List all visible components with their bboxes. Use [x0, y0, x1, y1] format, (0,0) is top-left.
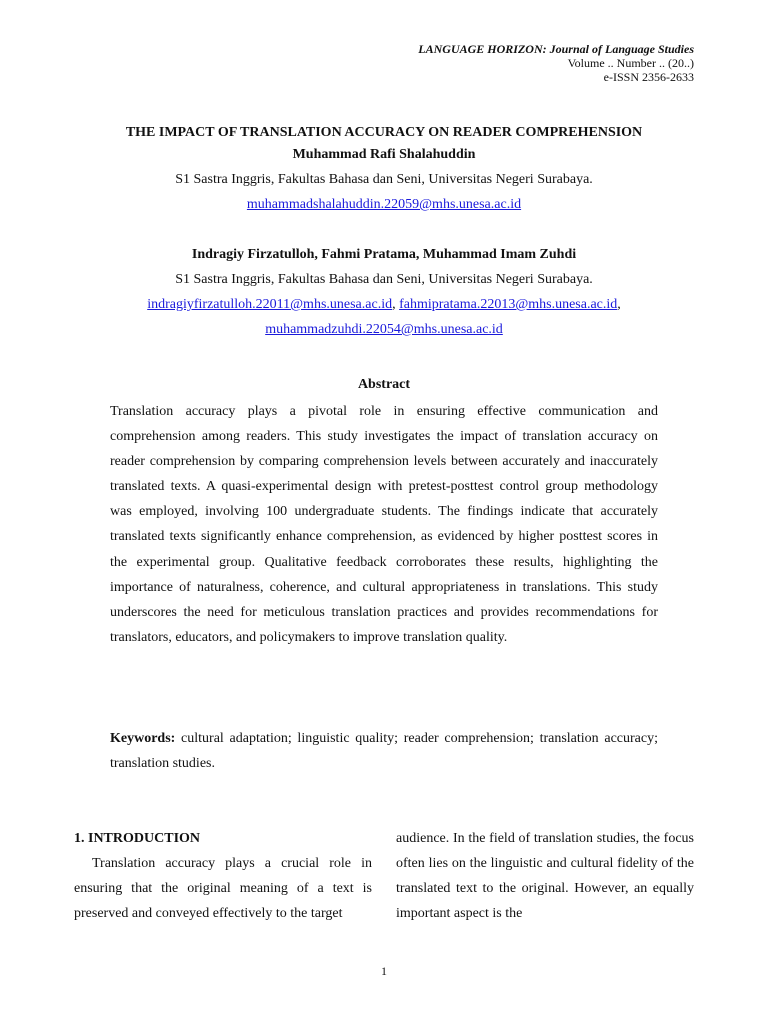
journal-title: LANGUAGE HORIZON: Journal of Language Studies — [418, 42, 694, 56]
keywords — [110, 726, 658, 776]
author-group-2 — [0, 242, 768, 342]
journal-header — [418, 42, 694, 84]
email-separator: , — [617, 297, 621, 312]
keywords-label: Keywords: — [110, 731, 176, 746]
email-line — [0, 192, 768, 217]
journal-issn: e-ISSN 2356-2633 — [603, 70, 694, 84]
email-line — [0, 292, 768, 317]
email-link[interactable]: indragiyfirzatulloh.22011@mhs.unesa.ac.id — [147, 297, 393, 312]
section-heading: 1. INTRODUCTION — [74, 831, 201, 846]
email-link[interactable]: muhammadzuhdi.22054@mhs.unesa.ac.id — [265, 322, 503, 337]
abstract-text: Translation accuracy plays a pivotal role in ensuring effective communication and comprehension among readers. This study investigates the impact of translation accuracy on reader comprehension by comparing comprehension levels between accurately and inaccurately translated texts. A quasi-experimental design with pretest-posttest control group methodology was employed, involving 100 undergraduate students. The findings indicate that accurately translated texts significantly enhance comprehension, as evidenced by higher posttest scores in the experimental group. Qualitative feedback corroborates these results, highlighting the importance of naturalness, coherence, and cultural appropriateness in translations. This study underscores the need for meticulous translation practices and provides recommendations for translators, educators, and policymakers to improve translation quality. — [110, 404, 658, 645]
body-paragraph: Translation accuracy plays a crucial role in ensuring that the original meaning of a text is preserved and conveyed effectively to the target — [74, 856, 372, 922]
author-affiliation: S1 Sastra Inggris, Fakultas Bahasa dan Seni, Universitas Negeri Surabaya. — [175, 172, 593, 187]
journal-volume: Volume .. Number .. (20..) — [567, 56, 694, 70]
abstract-heading: Abstract — [357, 377, 411, 392]
title-block — [0, 124, 768, 342]
author-names: Muhammad Rafi Shalahuddin — [292, 147, 476, 162]
group-spacer — [0, 217, 768, 242]
email-separator: , — [392, 297, 400, 312]
page-number: 1 — [381, 964, 387, 978]
body-column-right: audience. In the field of translation studies, the focus often lies on the linguistic and cultural fidelity of the translated text to the original. However, an equally important aspect is the — [396, 831, 694, 922]
email-line — [0, 317, 768, 342]
author-names: Indragiy Firzatulloh, Fahmi Pratama, Muhammad Imam Zuhdi — [191, 247, 577, 262]
keywords-text: cultural adaptation; linguistic quality; reader comprehension; translation accuracy; translation studies. — [110, 731, 658, 772]
email-link[interactable]: fahmipratama.22013@mhs.unesa.ac.id — [399, 297, 618, 312]
body-column-left — [74, 826, 372, 926]
author-affiliation: S1 Sastra Inggris, Fakultas Bahasa dan Seni, Universitas Negeri Surabaya. — [175, 272, 593, 287]
email-link[interactable]: muhammadshalahuddin.22059@mhs.unesa.ac.id — [246, 197, 522, 212]
paper-title: THE IMPACT OF TRANSLATION ACCURACY ON READER COMPREHENSION — [125, 125, 643, 140]
author-group-1 — [0, 142, 768, 217]
